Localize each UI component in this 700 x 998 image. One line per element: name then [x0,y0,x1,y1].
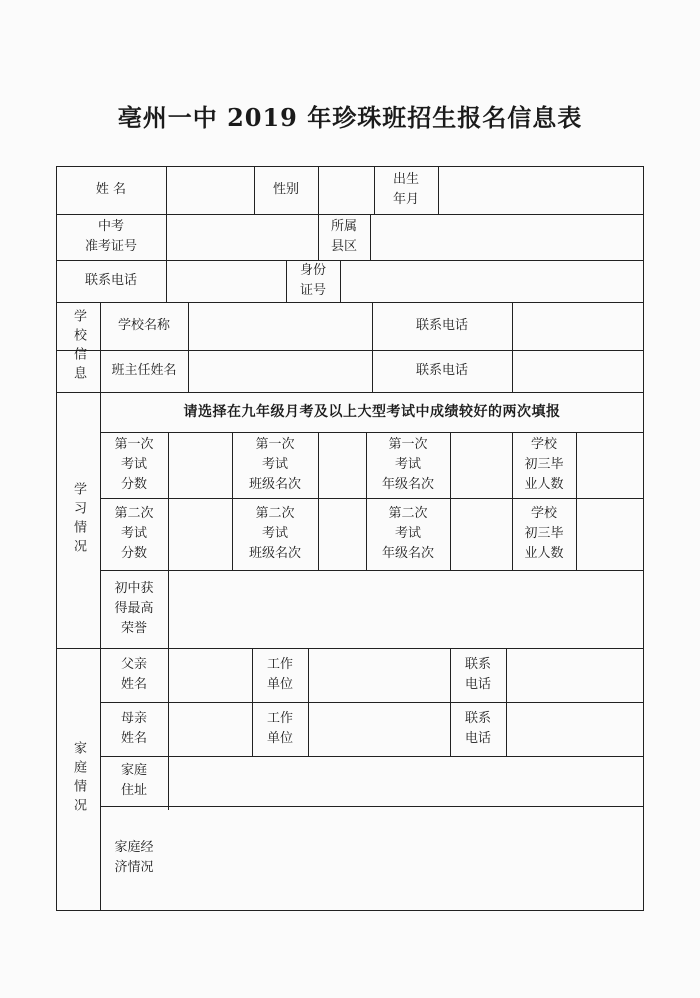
county-label: 所属 县区 [330,219,357,254]
dob-field[interactable] [438,166,643,214]
phone-label: 联系电话 [84,273,137,288]
mother-work-field[interactable] [308,702,450,756]
phone-field[interactable] [166,260,286,302]
mother-work-label: 工作 单位 [266,711,293,746]
exam2-score-field[interactable] [168,498,232,570]
exam1-score-label: 第一次 考试 分数 [114,437,154,492]
exam1-grade-rank-label: 第一次 考试 年级名次 [381,437,434,492]
name-field[interactable] [166,166,254,214]
county-field[interactable] [370,214,643,260]
school-phone-label: 联系电话 [415,318,468,333]
graduates-count-field[interactable] [576,432,643,498]
gender-field[interactable] [318,166,374,214]
exam2-class-rank-label: 第二次 考试 班级名次 [248,506,301,561]
father-work-label: 工作 单位 [266,657,293,692]
graduates-count-field-2[interactable] [576,498,643,570]
school-info-section-label: 学校信息 [71,309,86,385]
study-instruction-banner: 请选择在九年级月考及以上大型考试中成绩较好的两次填报 [183,404,561,420]
family-economy-field[interactable] [168,806,643,910]
mother-name-label: 母亲 姓名 [120,711,147,746]
exam1-score-field[interactable] [168,432,232,498]
teacher-phone-field[interactable] [512,350,643,392]
exam1-grade-rank-field[interactable] [450,432,512,498]
exam-id-field[interactable] [166,214,318,260]
exam1-class-rank-field[interactable] [318,432,366,498]
father-name-field[interactable] [168,648,252,702]
rule-bottom [56,910,644,911]
highest-honor-label: 初中获 得最高 荣誉 [114,581,154,636]
school-phone-field[interactable] [512,302,643,350]
home-address-label: 家庭 住址 [120,763,147,798]
graduates-count-label: 学校 初三毕 业人数 [524,437,564,492]
exam2-class-rank-field[interactable] [318,498,366,570]
registration-form-table [56,166,644,911]
mother-phone-field[interactable] [506,702,643,756]
father-phone-field[interactable] [506,648,643,702]
father-name-label: 父亲 姓名 [120,657,147,692]
head-teacher-field[interactable] [188,350,372,392]
mother-phone-label: 联系 电话 [464,711,491,746]
school-name-field[interactable] [188,302,372,350]
mother-name-field[interactable] [168,702,252,756]
study-section-label: 学习情况 [71,482,86,558]
family-economy-label: 家庭经 济情况 [114,840,154,875]
border-right [643,166,644,911]
exam2-score-label: 第二次 考试 分数 [114,506,154,561]
id-number-field[interactable] [340,260,643,302]
father-work-field[interactable] [308,648,450,702]
exam2-grade-rank-field[interactable] [450,498,512,570]
exam2-grade-rank-label: 第二次 考试 年级名次 [381,506,434,561]
teacher-phone-label: 联系电话 [415,363,468,378]
exam-id-label: 中考 准考证号 [84,219,137,254]
family-section-label: 家庭情况 [71,741,86,817]
gender-label: 性别 [272,182,299,197]
highest-honor-field[interactable] [168,570,643,648]
home-address-field[interactable] [168,756,643,806]
school-name-label: 学校名称 [117,318,170,333]
name-label: 姓 名 [95,182,127,197]
exam1-class-rank-label: 第一次 考试 班级名次 [248,437,301,492]
form-title: 亳州一中 2019 年珍珠班招生报名信息表 [117,103,583,132]
head-teacher-label: 班主任姓名 [111,363,177,378]
id-number-label: 身份 证号 [299,263,326,298]
father-phone-label: 联系 电话 [464,657,491,692]
dob-label: 出生 年月 [392,172,419,207]
graduates-count-label-2: 学校 初三毕 业人数 [524,506,564,561]
